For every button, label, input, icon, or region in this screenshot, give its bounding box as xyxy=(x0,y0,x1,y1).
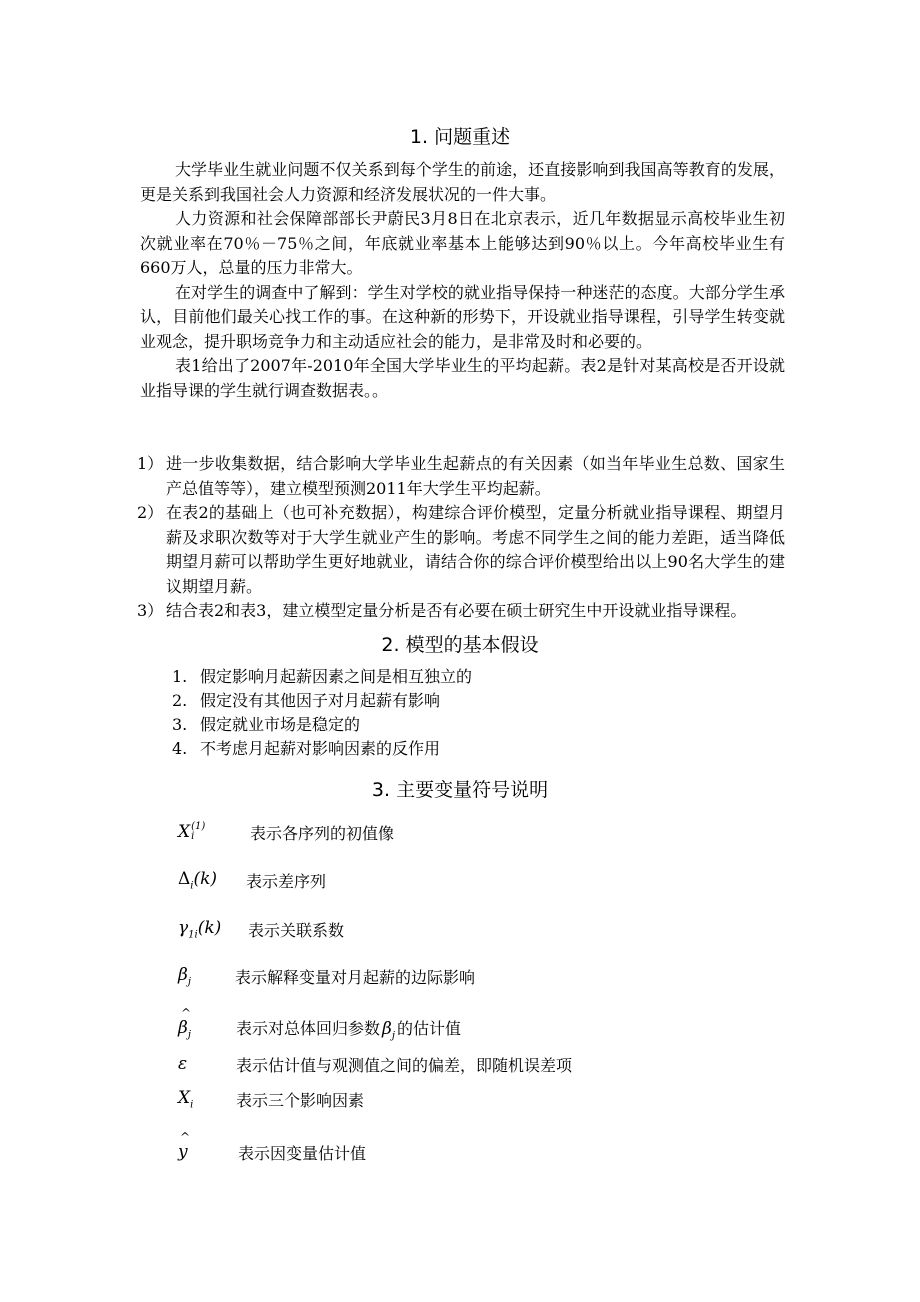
question-item-3: 3） 结合表2和表3，建立模型定量分析是否有必要在硕士研究生中开设就业指导课程。 xyxy=(137,601,747,620)
symbol-desc-5: 表示对总体回归参数 $\beta_j$ 的估计值 xyxy=(236,1019,461,1042)
paragraph-3: 在对学生的调查中了解到：学生对学校的就业指导保持一种迷茫的态度。大部分学生承认，目前他们最关心找工作的事。在这种新的形势下，开设就业指导课程，引导学生转变就业观念，提升职场竞争力和主动适应社会的能力，是非常及时和必要的。 xyxy=(140,282,785,351)
symbol-desc-3: 表示关联系数 xyxy=(248,920,345,940)
symbol-desc-4: 表示解释变量对月起薪的边际影响 xyxy=(235,967,476,987)
symbol-beta: $\beta_j$ xyxy=(178,964,191,988)
assumption-item-3: 3. 假定就业市场是稳定的 xyxy=(172,715,361,734)
symbol-gamma: $\gamma_{1i}(k)$ xyxy=(178,917,222,941)
question-list xyxy=(137,452,785,624)
symbol-row-3 xyxy=(178,915,345,943)
assumption-item-1: 1. 假定影响月起薪因素之间是相互独立的 xyxy=(172,667,473,686)
symbol-beta-hat: ^ $\beta_j$ xyxy=(178,1005,192,1041)
symbol-delta: $\Delta_i(k)$ xyxy=(178,868,218,892)
symbol-y-hat: ^ y xyxy=(178,1130,191,1162)
symbol-row-5 xyxy=(178,1005,461,1043)
symbol-desc-8: 表示因变量估计值 xyxy=(238,1143,367,1163)
symbol-row-2 xyxy=(178,866,327,894)
symbol-desc-6: 表示估计值与观测值之间的偏差，即随机误差项 xyxy=(236,1055,573,1075)
assumption-list xyxy=(172,665,472,761)
section-3-title: 3. 主要变量符号说明 xyxy=(371,779,549,801)
question-item-1: 1） 进一步收集数据，结合影响大学毕业生起薪点的有关因素（如当年毕业生总数、国家生产总值等等），建立模型预测2011年大学生平均起薪。 xyxy=(137,454,785,498)
symbol-desc-2: 表示差序列 xyxy=(246,871,327,891)
section-2-title: 2. 模型的基本假设 xyxy=(381,634,539,656)
assumption-item-4: 4. 不考虑月起薪对影响因素的反作用 xyxy=(172,739,441,758)
symbol-row-6 xyxy=(178,1050,573,1078)
assumption-item-2: 2. 假定没有其他因子对月起薪有影响 xyxy=(172,691,441,710)
symbol-row-8 xyxy=(178,1130,367,1166)
symbol-epsilon: ε xyxy=(178,1054,188,1074)
symbol-x-factor: $X_i$ xyxy=(178,1087,194,1111)
section-1-body xyxy=(140,158,785,403)
symbol-row-7 xyxy=(178,1085,365,1113)
symbol-desc-7: 表示三个影响因素 xyxy=(236,1090,365,1110)
section-1-title: 1. 问题重述 xyxy=(409,126,511,148)
question-item-2: 2） 在表2的基础上（也可补充数据），构建综合评价模型，定量分析就业指导课程、期望月薪及求职次数等对于大学生就业产生的影响。考虑不同学生之间的能力差距，适当降低期望月薪可以帮助学生更好地就业，请结合你的综合评价模型给出以上90名大学生的建议期望月薪。 xyxy=(137,503,785,596)
paragraph-2: 人力资源和社会保障部部长尹蔚民3月8日在北京表示，近几年数据显示高校毕业生初次就业率在70％－75％之间，年底就业率基本上能够达到90％以上。今年高校毕业生有660万人，总量的压力非常大。 xyxy=(140,209,785,277)
paragraph-1: 大学毕业生就业问题不仅关系到每个学生的前途，还直接影响到我国高等教育的发展，更是关系到我国社会人力资源和经济发展状况的一件大事。 xyxy=(140,160,785,204)
symbol-desc-1: 表示各序列的初值像 xyxy=(250,823,395,843)
symbol-row-1 xyxy=(178,818,395,846)
symbol-row-4 xyxy=(178,962,476,990)
paragraph-4: 表1给出了2007年-2010年全国大学毕业生的平均起薪。表2是针对某高校是否开设就业指导课的学生就行调查数据表。。 xyxy=(140,356,785,400)
symbol-x-initial: X (1) i xyxy=(178,821,206,843)
